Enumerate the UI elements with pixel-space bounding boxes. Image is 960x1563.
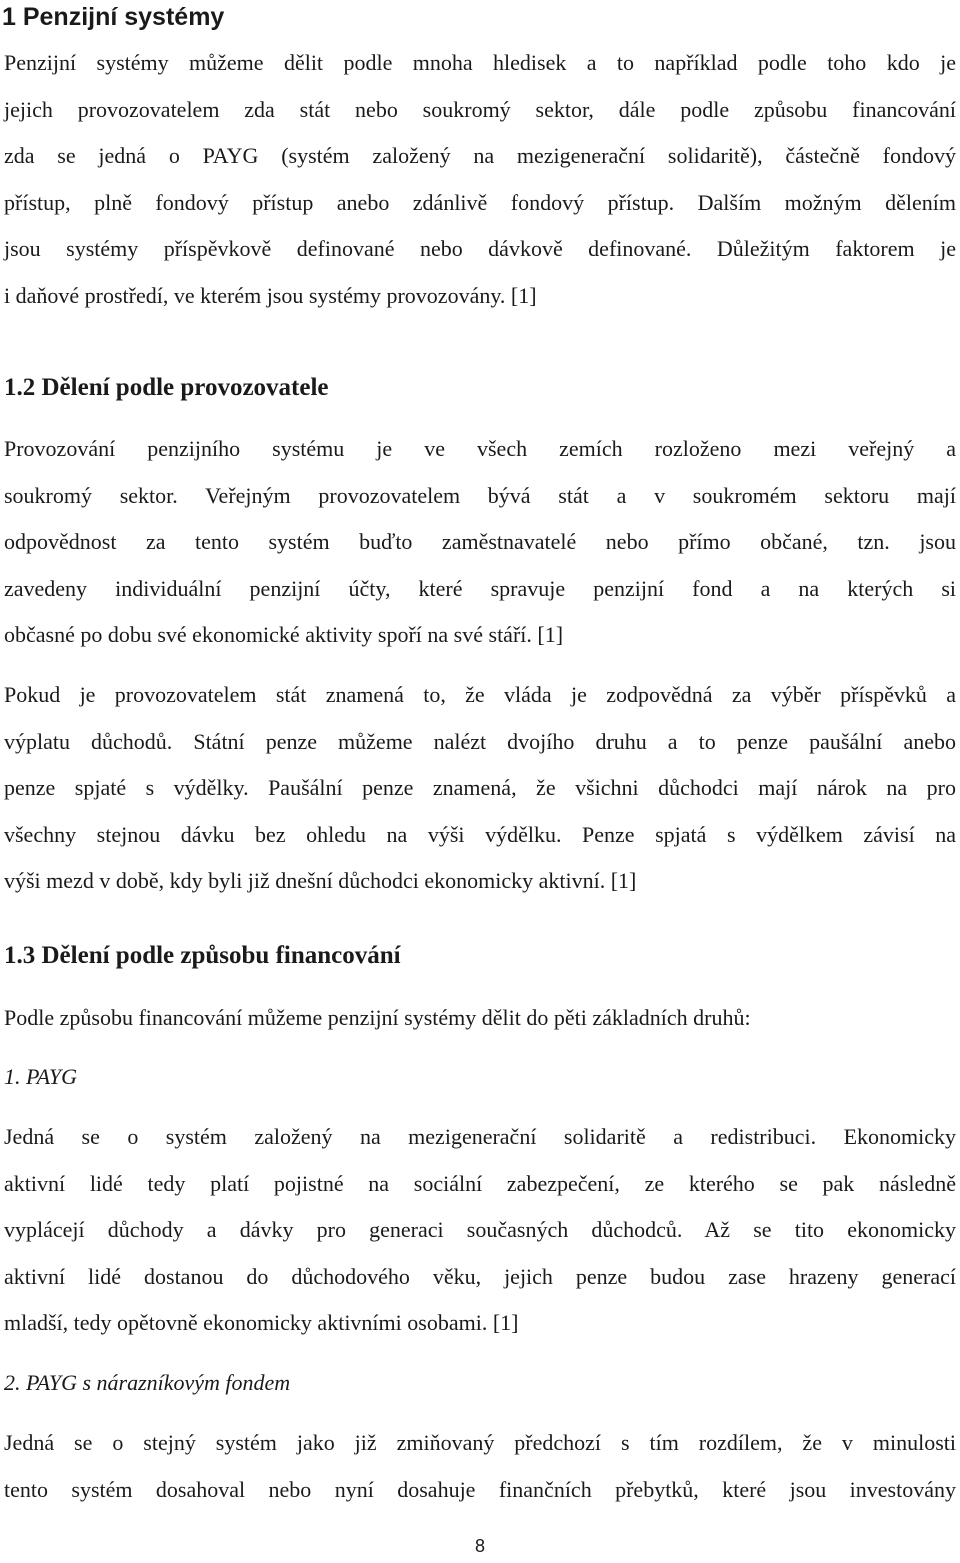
paragraph-line: Provozování penzijního systému je ve všech zemích rozloženo mezi veřejný a [4, 436, 956, 461]
paragraph-line: aktivní lidé dostanou do důchodového věku, jejich penze budou zase hrazeny generací [4, 1263, 956, 1289]
paragraph-line: Penzijní systémy můžeme dělit podle mnoha hledisek a to například podle toho kdo je [4, 50, 956, 75]
paragraph-line: přístup, plně fondový přístup anebo zdánlivě fondový přístup. Dalším možným dělením [4, 189, 956, 215]
chapter-heading: 1 Penzijní systémy [2, 3, 225, 31]
subheading-payg-buffer: 2. PAYG s nárazníkovým fondem [4, 1370, 291, 1395]
paragraph-line: jsou systémy příspěvkově definované nebo dávkově definované. Důležitým faktorem je [4, 236, 956, 261]
section-heading-financovani: 1.3 Dělení podle způsobu financování [4, 942, 401, 969]
payg-paragraph [4, 1114, 956, 1347]
operator-paragraph [4, 426, 956, 659]
paragraph-line: výši mezd v době, kdy byli již dnešní důchodci ekonomicky aktivní. [1] [4, 868, 637, 893]
page-number: 8 [474, 1536, 485, 1556]
paragraph-line: mladší, tedy opětovně ekonomicky aktivními osobami. [1] [4, 1310, 519, 1335]
paragraph-line: zda se jedná o PAYG (systém založený na mezigenerační solidaritě), částečně fondový [4, 143, 956, 168]
paragraph-line: vyplácejí důchody a dávky pro generaci současných důchodců. Až se tito ekonomicky [4, 1217, 956, 1242]
paragraph-line: Pokud je provozovatelem stát znamená to, že vláda je zodpovědná za výběr příspěvků a [4, 682, 956, 707]
paragraph-line: Jedná se o stejný systém jako již zmiňovaný předchozí s tím rozdílem, že v minulosti [4, 1430, 956, 1455]
paragraph-line: soukromý sektor. Veřejným provozovatelem bývá stát a v soukromém sektoru mají [4, 482, 956, 508]
paragraph-line: odpovědnost za tento systém buďto zaměstnavatelé nebo přímo občané, tzn. jsou [4, 529, 956, 554]
payg-buffer-paragraph [4, 1420, 956, 1513]
paragraph-line: i daňové prostředí, ve kterém jsou systémy provozovány. [1] [4, 282, 537, 308]
paragraph-line: Jedná se o systém založený na mezigenerační solidaritě a redistribuci. Ekonomicky [4, 1124, 956, 1149]
paragraph-line: občasné po dobu své ekonomické aktivity spoří na své stáří. [1] [4, 622, 564, 647]
section-heading-provozovatel: 1.2 Dělení podle provozovatele [4, 374, 329, 401]
financing-intro [4, 995, 956, 1042]
paragraph-line: penze spjaté s výdělky. Paušální penze znamená, že všichni důchodci mají nárok na pro [4, 775, 956, 800]
state-operator-paragraph [4, 672, 956, 905]
paragraph-line: zavedeny individuální penzijní účty, které spravuje penzijní fond a na kterých si [4, 575, 956, 601]
paragraph-line: Podle způsobu financování můžeme penzijní systémy dělit do pěti základních druhů: [4, 1005, 751, 1030]
paragraph-line: aktivní lidé tedy platí pojistné na sociální zabezpečení, ze kterého se pak následně [4, 1170, 956, 1196]
paragraph-line: výplatu důchodů. Státní penze můžeme nalézt dvojího druhu a to penze paušální anebo [4, 728, 956, 754]
intro-paragraph [4, 40, 956, 319]
paragraph-line: všechny stejnou dávku bez ohledu na výši výdělku. Penze spjatá s výdělkem závisí na [4, 821, 956, 847]
paragraph-line: tento systém dosahoval nebo nyní dosahuje finančních přebytků, které jsou investovány [4, 1476, 956, 1502]
paragraph-line: jejich provozovatelem zda stát nebo soukromý sektor, dále podle způsobu financování [4, 96, 956, 122]
subheading-payg: 1. PAYG [4, 1064, 77, 1089]
